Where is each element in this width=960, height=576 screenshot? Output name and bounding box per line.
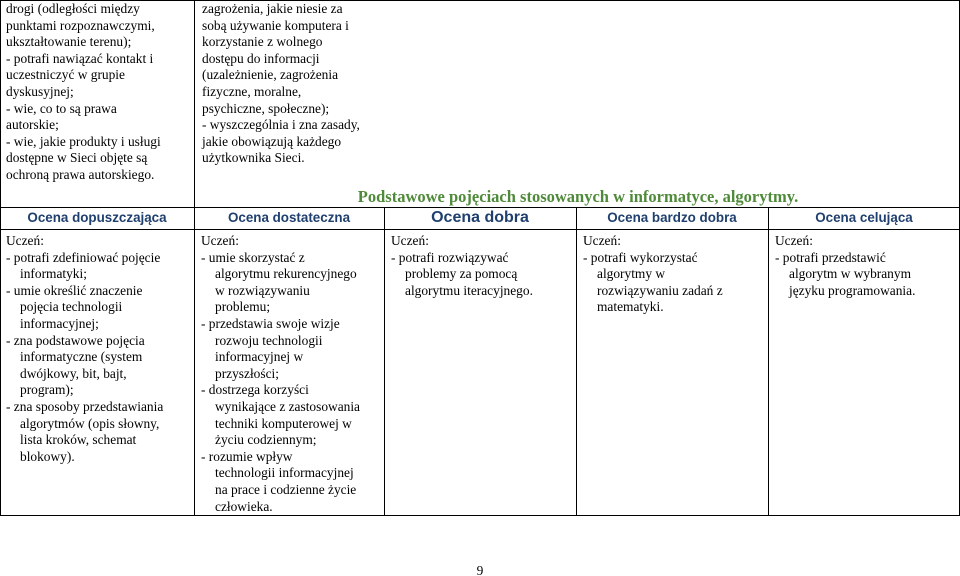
text-line: - potrafi wykorzystać (583, 249, 698, 265)
text-line: problemy za pomocą (405, 266, 518, 282)
list-item (201, 382, 381, 448)
student-label: Uczeń: (583, 233, 621, 248)
grade-header-dobra: Ocena dobra (431, 209, 529, 226)
divider (0, 229, 960, 230)
text-line: techniki komputerowej w (215, 415, 352, 431)
text-line: informatyki; (20, 266, 87, 282)
text-line: (uzależnienie, zagrożenia (202, 67, 339, 83)
text-line: autorskie; (6, 117, 59, 133)
text-line: - umie skorzystać z (201, 249, 305, 265)
text-line: jakie obowiązują każdego (202, 133, 342, 149)
list-item (775, 250, 957, 300)
text-line: na prace i codzienne życie (215, 481, 357, 497)
text-line: matematyki. (597, 299, 664, 315)
text-line: człowieka. (215, 498, 273, 514)
list-item (201, 250, 381, 316)
student-label: Uczeń: (391, 233, 429, 248)
text-line: rozwoju technologii (215, 332, 323, 348)
requirements-celujaca (775, 233, 957, 299)
text-line: dostępne w Sieci objęte są (6, 150, 148, 166)
text-line: uczestniczyć w grupie (6, 67, 125, 83)
text-line: - potrafi nawiązać kontakt i (6, 50, 154, 66)
requirements-dopuszczajaca (6, 233, 192, 465)
text-line: blokowy). (20, 448, 75, 464)
student-label: Uczeń: (6, 233, 44, 248)
text-line: korzystanie z wolnego (202, 34, 323, 50)
text-line: w rozwiązywaniu (215, 282, 310, 298)
requirements-bardzo-dobra (583, 233, 765, 316)
text-line: ukształtowanie terenu); (6, 34, 132, 50)
text-line: przyszłości; (215, 365, 279, 381)
text-line: fizyczne, moralne, (202, 83, 302, 99)
text-line: - potrafi zdefiniować pojęcie (6, 249, 161, 265)
text-line: algorytm w wybranym (789, 266, 911, 282)
list-item (201, 316, 381, 382)
text-line: algorytmów (opis słowny, (20, 415, 160, 431)
text-line: użytkownika Sieci. (202, 150, 305, 166)
text-line: - zna sposoby przedstawiania (6, 398, 164, 414)
text-line: informacyjnej; (20, 315, 99, 331)
divider (576, 207, 577, 516)
list-item (583, 250, 765, 316)
text-line: algorytmu rekurencyjnego (215, 266, 357, 282)
text-line: rozwiązywaniu zadań z (597, 282, 723, 298)
list-item (6, 399, 192, 465)
grade-header-row (0, 207, 960, 229)
text-line: - potrafi przedstawić (775, 249, 886, 265)
requirements-dobra (391, 233, 573, 299)
text-line: - wie, jakie produkty i usługi (6, 133, 161, 149)
list-item (391, 250, 573, 300)
student-label: Uczeń: (201, 233, 239, 248)
text-line: dostępu do informacji (202, 50, 320, 66)
text-line: algorytmu iteracyjnego. (405, 282, 533, 298)
text-line: zagrożenia, jakie niesie za (202, 1, 343, 16)
text-line: pojęcia technologii (20, 299, 123, 315)
text-line: - dostrzega korzyści (201, 382, 309, 398)
text-line: technologii informacyjnej (215, 465, 354, 481)
text-line: psychiczne, społeczne); (202, 100, 330, 116)
list-item (201, 449, 381, 515)
divider (768, 207, 769, 516)
list-item (6, 333, 192, 399)
text-line: problemu; (215, 299, 271, 315)
text-line: lista kroków, schemat (20, 432, 137, 448)
text-line: - wyszczególnia i zna zasady, (202, 117, 360, 133)
top-middle-cell (202, 1, 360, 167)
text-line: dwójkowy, bit, bajt, (20, 365, 127, 381)
grade-header-dopuszczajaca: Ocena dopuszczająca (27, 210, 167, 225)
text-line: - zna podstawowe pojęcia (6, 332, 145, 348)
text-line: - rozumie wpływ (201, 448, 293, 464)
top-left-cell (6, 1, 161, 184)
text-line: punktami rozpoznawczymi, (6, 17, 155, 33)
section-title: Podstawowe pojęciach stosowanych w informatyce, algorytmy. (357, 187, 799, 206)
student-label: Uczeń: (775, 233, 813, 248)
grade-header-bardzo-dobra: Ocena bardzo dobra (607, 210, 737, 225)
text-line: - przedstawia swoje wizje (201, 315, 340, 331)
page-number: 9 (476, 563, 484, 576)
text-line: wynikające z zastosowania (215, 398, 361, 414)
text-line: - umie określić znaczenie (6, 282, 143, 298)
grade-header-celujaca: Ocena celująca (815, 210, 913, 225)
text-line: informacyjnej w (215, 349, 304, 365)
text-line: języku programowania. (789, 282, 916, 298)
divider (194, 0, 195, 516)
text-line: informatyczne (system (20, 349, 143, 365)
text-line: sobą używanie komputera i (202, 17, 349, 33)
list-item (6, 250, 192, 283)
text-line: dyskusyjnej; (6, 83, 74, 99)
grade-header-dostateczna: Ocena dostateczna (227, 210, 351, 225)
text-line: życiu codziennym; (215, 432, 317, 448)
text-line: ochroną prawa autorskiego. (6, 166, 155, 182)
text-line: - wie, co to są prawa (6, 100, 117, 116)
text-line: algorytmy w (597, 266, 666, 282)
divider (384, 207, 385, 516)
text-line: drogi (odległości między (6, 1, 140, 16)
text-line: program); (20, 382, 74, 398)
requirements-dostateczna (201, 233, 381, 515)
list-item (6, 283, 192, 333)
text-line: - potrafi rozwiązywać (391, 249, 509, 265)
